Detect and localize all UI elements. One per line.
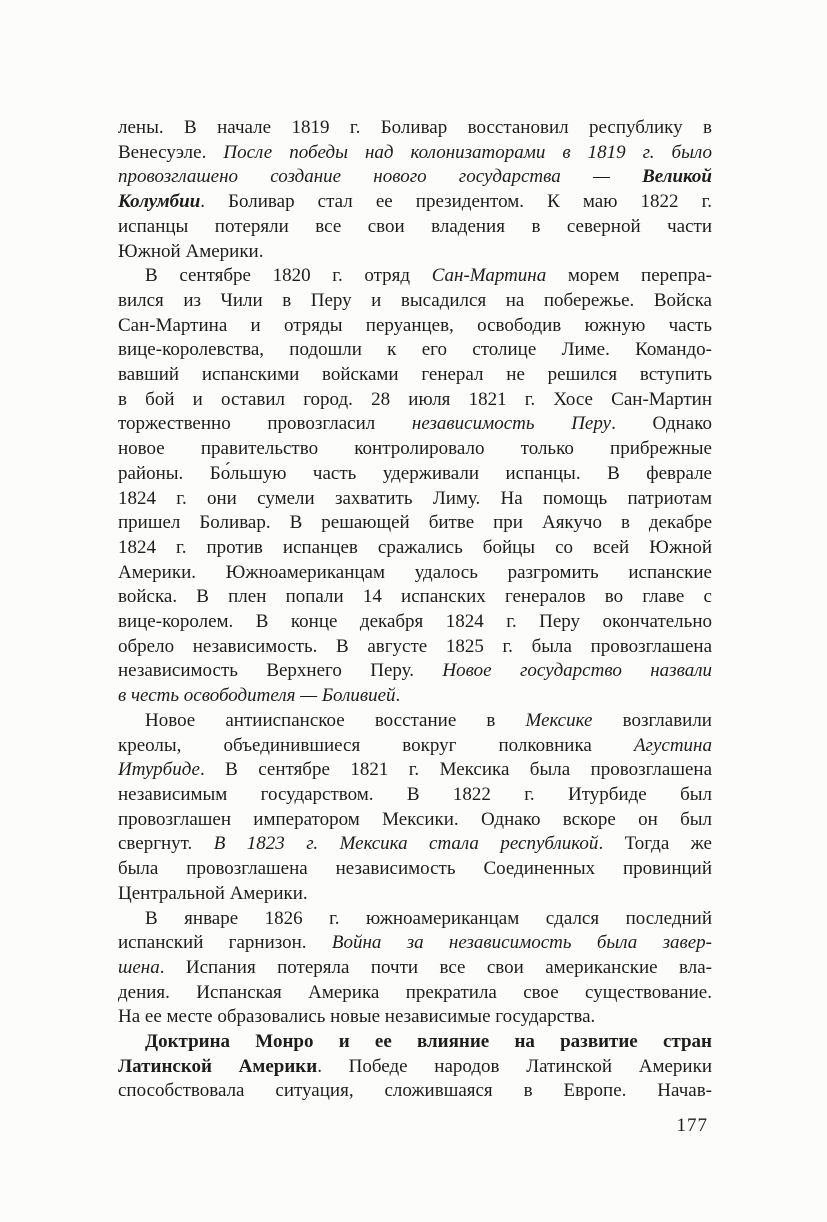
text-segment: вице-королевства, подошли к его столице Лиме. Командо- (118, 339, 712, 361)
text-segment: Америки. Южноамериканцам удалось разгромить испанские (118, 561, 712, 583)
text-segment: Сан-Мартина и отряды перуанцев, освободив южную часть (118, 314, 712, 336)
text-line (118, 709, 712, 734)
text-segment: В сентябре 1820 г. отряд (145, 265, 432, 287)
text-line (118, 585, 712, 610)
text-segment: Колумбии (118, 191, 201, 213)
text-segment: Итурбиде (118, 759, 200, 781)
text-segment: . В сентябре 1821 г. Мексика была провозглашена (199, 759, 712, 781)
text-line (118, 264, 712, 289)
text-line (118, 1030, 712, 1055)
text-segment: районы. Бо́льшую часть удерживали испанцы. В феврале (118, 462, 712, 484)
text-segment: в бой и оставил город. 28 июля 1821 г. Хосе Сан-Мартин (118, 388, 712, 410)
text-line (118, 437, 712, 462)
text-segment: Доктрина Монро и ее влияние на развитие стран (145, 1031, 712, 1053)
text-line (118, 338, 712, 363)
text-segment: Латинской Америки (118, 1055, 318, 1077)
text-line (118, 635, 712, 660)
text-segment: . Боливар стал ее президентом. К маю 1822 г. (200, 191, 712, 213)
text-segment: . (395, 685, 401, 707)
text-segment: новое правительство контролировало только прибрежные (118, 438, 712, 460)
text-segment: Новое антииспанское восстание в (145, 709, 526, 731)
text-line (118, 190, 712, 215)
text-line (118, 610, 712, 635)
text-segment: На ее месте образовались новые независимые государства. (118, 1006, 596, 1028)
text-line (118, 289, 712, 314)
text-line (118, 882, 712, 907)
text-line (118, 857, 712, 882)
text-line (118, 832, 712, 857)
text-segment: провозглашено создание нового государства — (118, 166, 643, 188)
text-segment: лены. В начале 1819 г. Боливар восстановил республику в (118, 117, 712, 138)
text-segment: 1824 г. против испанцев сражались бойцы со всей Южной (118, 536, 712, 558)
text-line (118, 388, 712, 413)
text-line (118, 1005, 712, 1030)
page-number: 177 (676, 1115, 708, 1136)
text-line (118, 314, 712, 339)
text-segment: испанцы потеряли все свои владения в северной части (118, 215, 712, 237)
text-segment: независимость Верхнего Перу. (118, 660, 443, 682)
text-line (118, 907, 712, 932)
text-segment: 1824 г. они сумели захватить Лиму. На помощь патриотам (118, 487, 712, 509)
text-segment: Центральной Америки. (118, 882, 308, 904)
text-segment: в честь освободителя — Боливией (118, 685, 396, 707)
text-line (118, 215, 712, 240)
text-line (118, 462, 712, 487)
text-segment: пришел Боливар. В решающей битве при Аякучо в декабре (118, 512, 712, 534)
text-segment: дения. Испанская Америка прекратила свое существование. (118, 981, 712, 1003)
text-line (118, 684, 712, 709)
text-segment: креолы, объединившиеся вокруг полковника (118, 734, 634, 756)
text-segment: войска. В плен попали 14 испанских генералов во главе с (118, 586, 712, 608)
text-segment: Новое государство назвали (442, 660, 712, 682)
text-line (118, 412, 712, 437)
text-segment: испанский гарнизон. (118, 932, 332, 954)
text-segment: Южной Америки. (118, 240, 264, 262)
text-segment: провозглашен императором Мексики. Однако вскоре он был (118, 808, 712, 830)
text-segment: свергнут. (118, 833, 214, 855)
text-segment: Сан-Мартина (431, 265, 547, 287)
text-segment: Война за независимость была завер- (331, 932, 713, 954)
text-segment: независимость Перу (411, 413, 612, 435)
text-segment: вице-королем. В конце декабря 1824 г. Перу окончательно (118, 611, 712, 633)
text-line (118, 536, 712, 561)
text-line (118, 758, 712, 783)
text-line (118, 363, 712, 388)
text-segment: торжественно провозгласил (118, 413, 412, 435)
text-segment: обрело независимость. В августе 1825 г. была провозглашена (118, 635, 712, 657)
text-segment: была провозглашена независимость Соединенных провинций (118, 858, 712, 880)
text-segment: морем перепра- (546, 265, 712, 287)
text-line (118, 931, 712, 956)
text-segment: Великой (642, 166, 712, 188)
text-line (118, 659, 712, 684)
text-line (118, 808, 712, 833)
text-segment: шена (118, 956, 160, 978)
text-line (118, 165, 712, 190)
text-segment: В 1823 г. Мексика стала республикой (213, 833, 599, 855)
text-segment: После победы над колонизаторами в 1819 г. было (223, 141, 712, 163)
text-segment: независимым государством. В 1822 г. Итурбиде был (118, 783, 712, 805)
text-segment: Мексике (525, 709, 593, 731)
text-segment: способствовала ситуация, сложившаяся в Европе. Начав- (118, 1080, 712, 1102)
page-text (118, 116, 712, 1104)
text-line (118, 981, 712, 1006)
text-line (118, 1055, 712, 1080)
text-segment: . Победе народов Латинской Америки (317, 1055, 712, 1077)
text-segment: вился из Чили в Перу и высадился на побережье. Войска (118, 289, 712, 311)
text-line (118, 561, 712, 586)
text-line (118, 511, 712, 536)
text-line (118, 734, 712, 759)
text-segment: Венесуэле. (118, 141, 224, 163)
text-line (118, 783, 712, 808)
text-segment: вавший испанскими войсками генерал не решился вступить (118, 364, 712, 386)
text-line (118, 956, 712, 981)
text-segment: Агустина (633, 734, 712, 756)
text-segment: . Однако (611, 413, 712, 435)
text-line (118, 1079, 712, 1104)
text-segment: В январе 1826 г. южноамериканцам сдался последний (145, 907, 712, 929)
text-line (118, 487, 712, 512)
text-segment: . Тогда же (598, 833, 712, 855)
text-line (118, 141, 712, 166)
text-line (118, 240, 712, 265)
text-segment: возглавили (592, 709, 712, 731)
text-line (118, 116, 712, 141)
text-segment: . Испания потеряла почти все свои американские вла- (159, 956, 712, 978)
